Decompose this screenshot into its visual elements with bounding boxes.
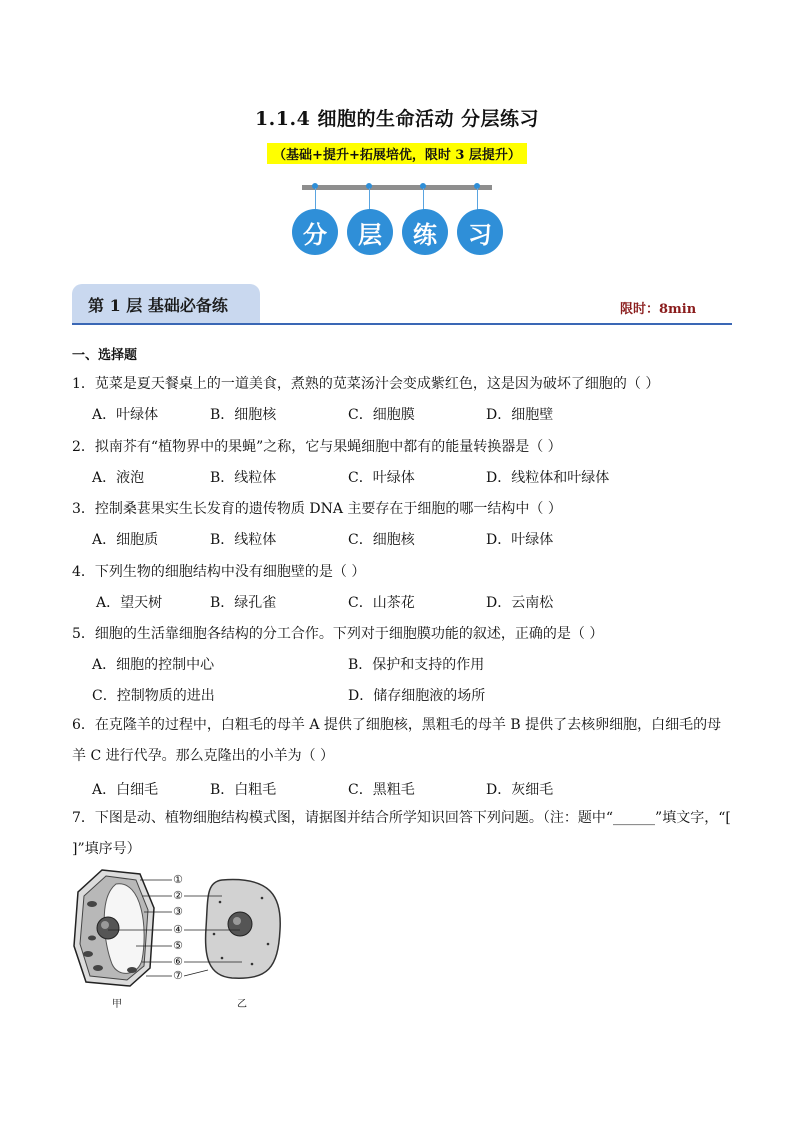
question-5: 5．细胞的生活靠细胞各结构的分工合作。下列对于细胞膜功能的叙述，正确的是（ ） (72, 626, 604, 642)
option-b: B．线粒体 (210, 532, 277, 548)
option-a: A．液泡 (92, 470, 145, 486)
option-d: D．细胞壁 (486, 407, 554, 423)
option-b: B．绿孔雀 (210, 595, 277, 611)
chloroplast (83, 951, 93, 957)
question-4: 4．下列生物的细胞结构中没有细胞壁的是（ ） (72, 564, 366, 580)
hanger-stem (369, 188, 370, 210)
animal-nucleus (228, 912, 252, 936)
label-2: ② (173, 889, 183, 902)
option-d: D．灰细毛 (486, 782, 554, 798)
hanger-stem (423, 188, 424, 210)
option-d: D．线粒体和叶绿体 (486, 470, 610, 486)
label-7: ⑦ (173, 969, 183, 982)
question-1: 1．苋菜是夏天餐桌上的一道美食，煮熟的苋菜汤汁会变成紫红色，这是因为破坏了细胞的（ ） (72, 376, 660, 392)
option-c: C．控制物质的进出 (92, 688, 215, 704)
cytoplasm-dot (213, 933, 216, 936)
option-a: A．叶绿体 (92, 407, 159, 423)
label-3: ③ (173, 905, 183, 918)
caption-animal: 乙 (237, 999, 247, 1010)
hanger-stem (477, 188, 478, 210)
chloroplast (93, 965, 103, 971)
badge-ceng: 层 (347, 209, 393, 255)
leader-line (184, 970, 208, 976)
option-a: A．望天树 (96, 595, 163, 611)
plant-nucleolus (101, 921, 109, 929)
subtitle-wrap (0, 143, 794, 164)
chloroplast (87, 901, 97, 907)
cytoplasm-dot (221, 957, 224, 960)
part-heading: 一、选择题 (72, 348, 138, 363)
chloroplast (88, 936, 96, 941)
label-1: ① (173, 873, 183, 886)
badge-row (292, 209, 504, 257)
caption-plant: 甲 (112, 999, 122, 1010)
cytoplasm-dot (267, 943, 270, 946)
cell-structure-figure (72, 868, 312, 1013)
option-a: A．细胞质 (92, 532, 159, 548)
option-c: C．山茶花 (348, 595, 415, 611)
option-c: C．黑粗毛 (348, 782, 415, 798)
label-6: ⑥ (173, 955, 183, 968)
section-tab: 第 1 层 基础必备练 (72, 284, 260, 324)
question-6: 6．在克隆羊的过程中，白粗毛的母羊 A 提供了细胞核，黑粗毛的母羊 B 提供了去核卵细胞，白细毛的母羊 C 进行代孕。那么克隆出的小羊为（ ） (72, 717, 722, 764)
option-b: B．线粒体 (210, 470, 277, 486)
option-b: B．细胞核 (210, 407, 277, 423)
option-a: A．细胞的控制中心 (92, 657, 215, 673)
option-c: C．细胞核 (348, 532, 415, 548)
label-5: ⑤ (173, 939, 183, 952)
page-title: 1.1.4 细胞的生命活动 分层练习 (254, 108, 540, 130)
cytoplasm-dot (261, 897, 264, 900)
option-b: B．保护和支持的作用 (348, 657, 485, 673)
chloroplast (127, 967, 137, 973)
cell-diagram-svg (72, 868, 312, 1013)
cytoplasm-dot (251, 963, 254, 966)
option-c: C．细胞膜 (348, 407, 415, 423)
hanger-stem (315, 188, 316, 210)
badge-hanger-bar (302, 185, 492, 190)
subtitle-highlight: （基础+提升+拓展培优，限时 3 层提升） (267, 143, 527, 164)
plant-nucleus (97, 917, 119, 939)
option-c: C．叶绿体 (348, 470, 415, 486)
option-d: D．云南松 (486, 595, 554, 611)
badge-lian: 练 (402, 209, 448, 255)
badge-fen: 分 (292, 209, 338, 255)
question-3: 3．控制桑葚果实生长发育的遗传物质 DNA 主要存在于细胞的哪一结构中（ ） (72, 501, 562, 517)
question-7: 7．下图是动、植物细胞结构模式图，请据图并结合所学知识回答下列问题。（注：题中“______”填文字，“[ ]”填序号） (72, 810, 731, 857)
option-b: B．白粗毛 (210, 782, 277, 798)
question-2: 2．拟南芥有“植物界中的果蝇”之称，它与果蝇细胞中都有的能量转换器是（ ） (72, 439, 562, 455)
badge-xi: 习 (457, 209, 503, 255)
time-limit: 限时：8min (620, 302, 697, 317)
cytoplasm-dot (219, 901, 222, 904)
animal-nucleolus (233, 917, 241, 925)
label-4: ④ (173, 923, 183, 936)
option-d: D．储存细胞液的场所 (348, 688, 486, 704)
option-a: A．白细毛 (92, 782, 159, 798)
section-divider (72, 323, 732, 325)
option-d: D．叶绿体 (486, 532, 554, 548)
